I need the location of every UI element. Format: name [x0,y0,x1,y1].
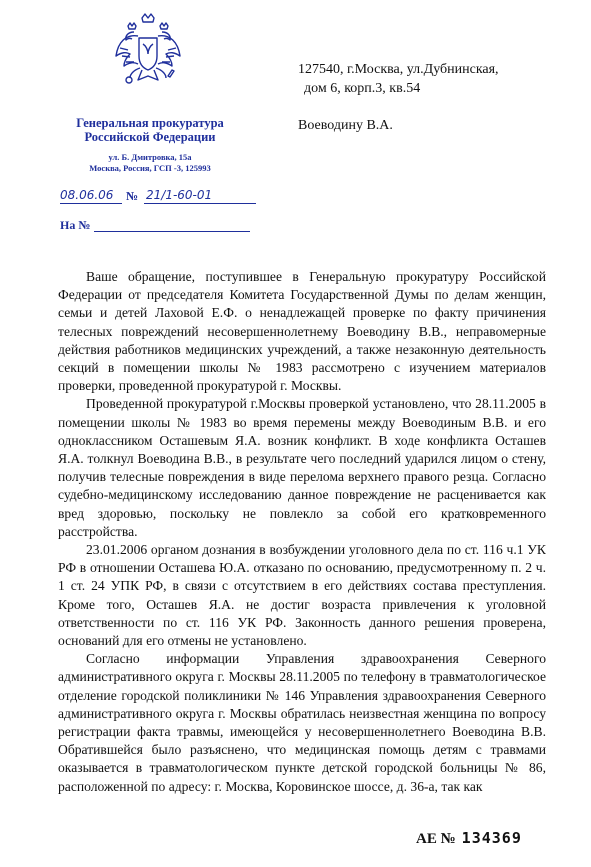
body-paragraph-2: Проведенной прокуратурой г.Москвы проверкой установлено, что 28.11.2005 в помещении школы № 1983 во время перемены между Воеводиным В.В. и его одноклассником Осташевым Я.А. возник конфликт. В ходе конфликта Осташев Я.А. толкнул Воеводина В.В., в результате чего последний ударился лицом о стену, получив телесные повреждения в виде перелома верхнего правого резца. Согласно судебно-медицинскому исследованию данное повреждение не расценивается как вред здоровью, поскольку не повлекло за собой его кратковременного расстройства. [58,396,546,539]
reference-label: На № [60,218,91,232]
organization-address [60,152,240,174]
recipient-address-line-2: дом 6, корп.3, кв.54 [304,81,421,96]
organization-address-line-1: ул. Б. Дмитровка, 15а [108,152,192,162]
series-number: 134369 [461,829,522,847]
organization-line-2: Российской Федерации [84,130,216,144]
document-number: 21/1-60-01 [146,188,213,202]
date-underline [60,203,122,204]
organization-address-line-2: Москва, Россия, ГСП -3, 125993 [89,163,211,173]
form-series-number [416,829,566,848]
number-underline [144,203,256,204]
reference-underline [94,231,250,232]
organization-line-1: Генеральная прокуратура [76,116,224,130]
recipient-address [298,60,558,98]
number-label: № [126,189,139,203]
reference-number-line [60,218,260,234]
body-paragraph-1: Ваше обращение, поступившее в Генеральную прокуратуру Российской Федерации от председателя Комитета Государственной Думы по делам женщин, семьи и детей Лаховой Е.Ф. о ненадлежащей проверке по факту причинения телесных повреждений несовершеннолетнему Воеводину В.В., неправомерные действия работников медицинских учреждений, а также незаконную деятельность секций в помещении школы № 1983 рассмотрено с изучением материалов проверки, проведенной прокуратурой г. Москвы. [58,269,546,394]
recipient-name: Воеводину В.А. [298,118,393,133]
double-headed-eagle-icon [112,12,184,92]
body-paragraph-4: Согласно информации Управления здравоохранения Северного административного округа г. Москвы 28.11.2005 по телефону в травматологическое отделение городской поликлиники № 146 Управления здравоохранения Северного административного округа г. Москвы обратилась неизвестная женщина по вопросу регистрации факта травмы, имеющейся у несовершеннолетнего Воеводина В.В. Обратившейся было разъяснено, что медицинская помощь детям с травмами оказывается в травматологическом пункте детской городской больницы № 86, расположенной по адресу: г. Москва, Коровинское шоссе, д. 36-а, так как [58,651,546,794]
recipient-address-line-1: 127540, г.Москва, ул.Дубнинская, [298,62,499,77]
series-label: АЕ № [416,831,456,847]
body-paragraph-3: 23.01.2006 органом дознания в возбуждении уголовного дела по ст. 116 ч.1 УК РФ в отношении Осташева Ю.А. отказано по основанию, предусмотренному п. 2 ч. 1 ст. 24 УПК РФ, в связи с отсутствием в его действиях состава преступления. Кроме того, Осташев Я.А. не достиг возраста привлечения к уголовной ответственности по ст. 116 УК РФ. Законность данного решения проверена, оснований для его отмены не установлено. [58,542,546,649]
organization-name [60,116,240,144]
letter-body [58,268,546,796]
document-date-number [60,188,270,206]
document-date: 08.06.06 [60,188,114,202]
